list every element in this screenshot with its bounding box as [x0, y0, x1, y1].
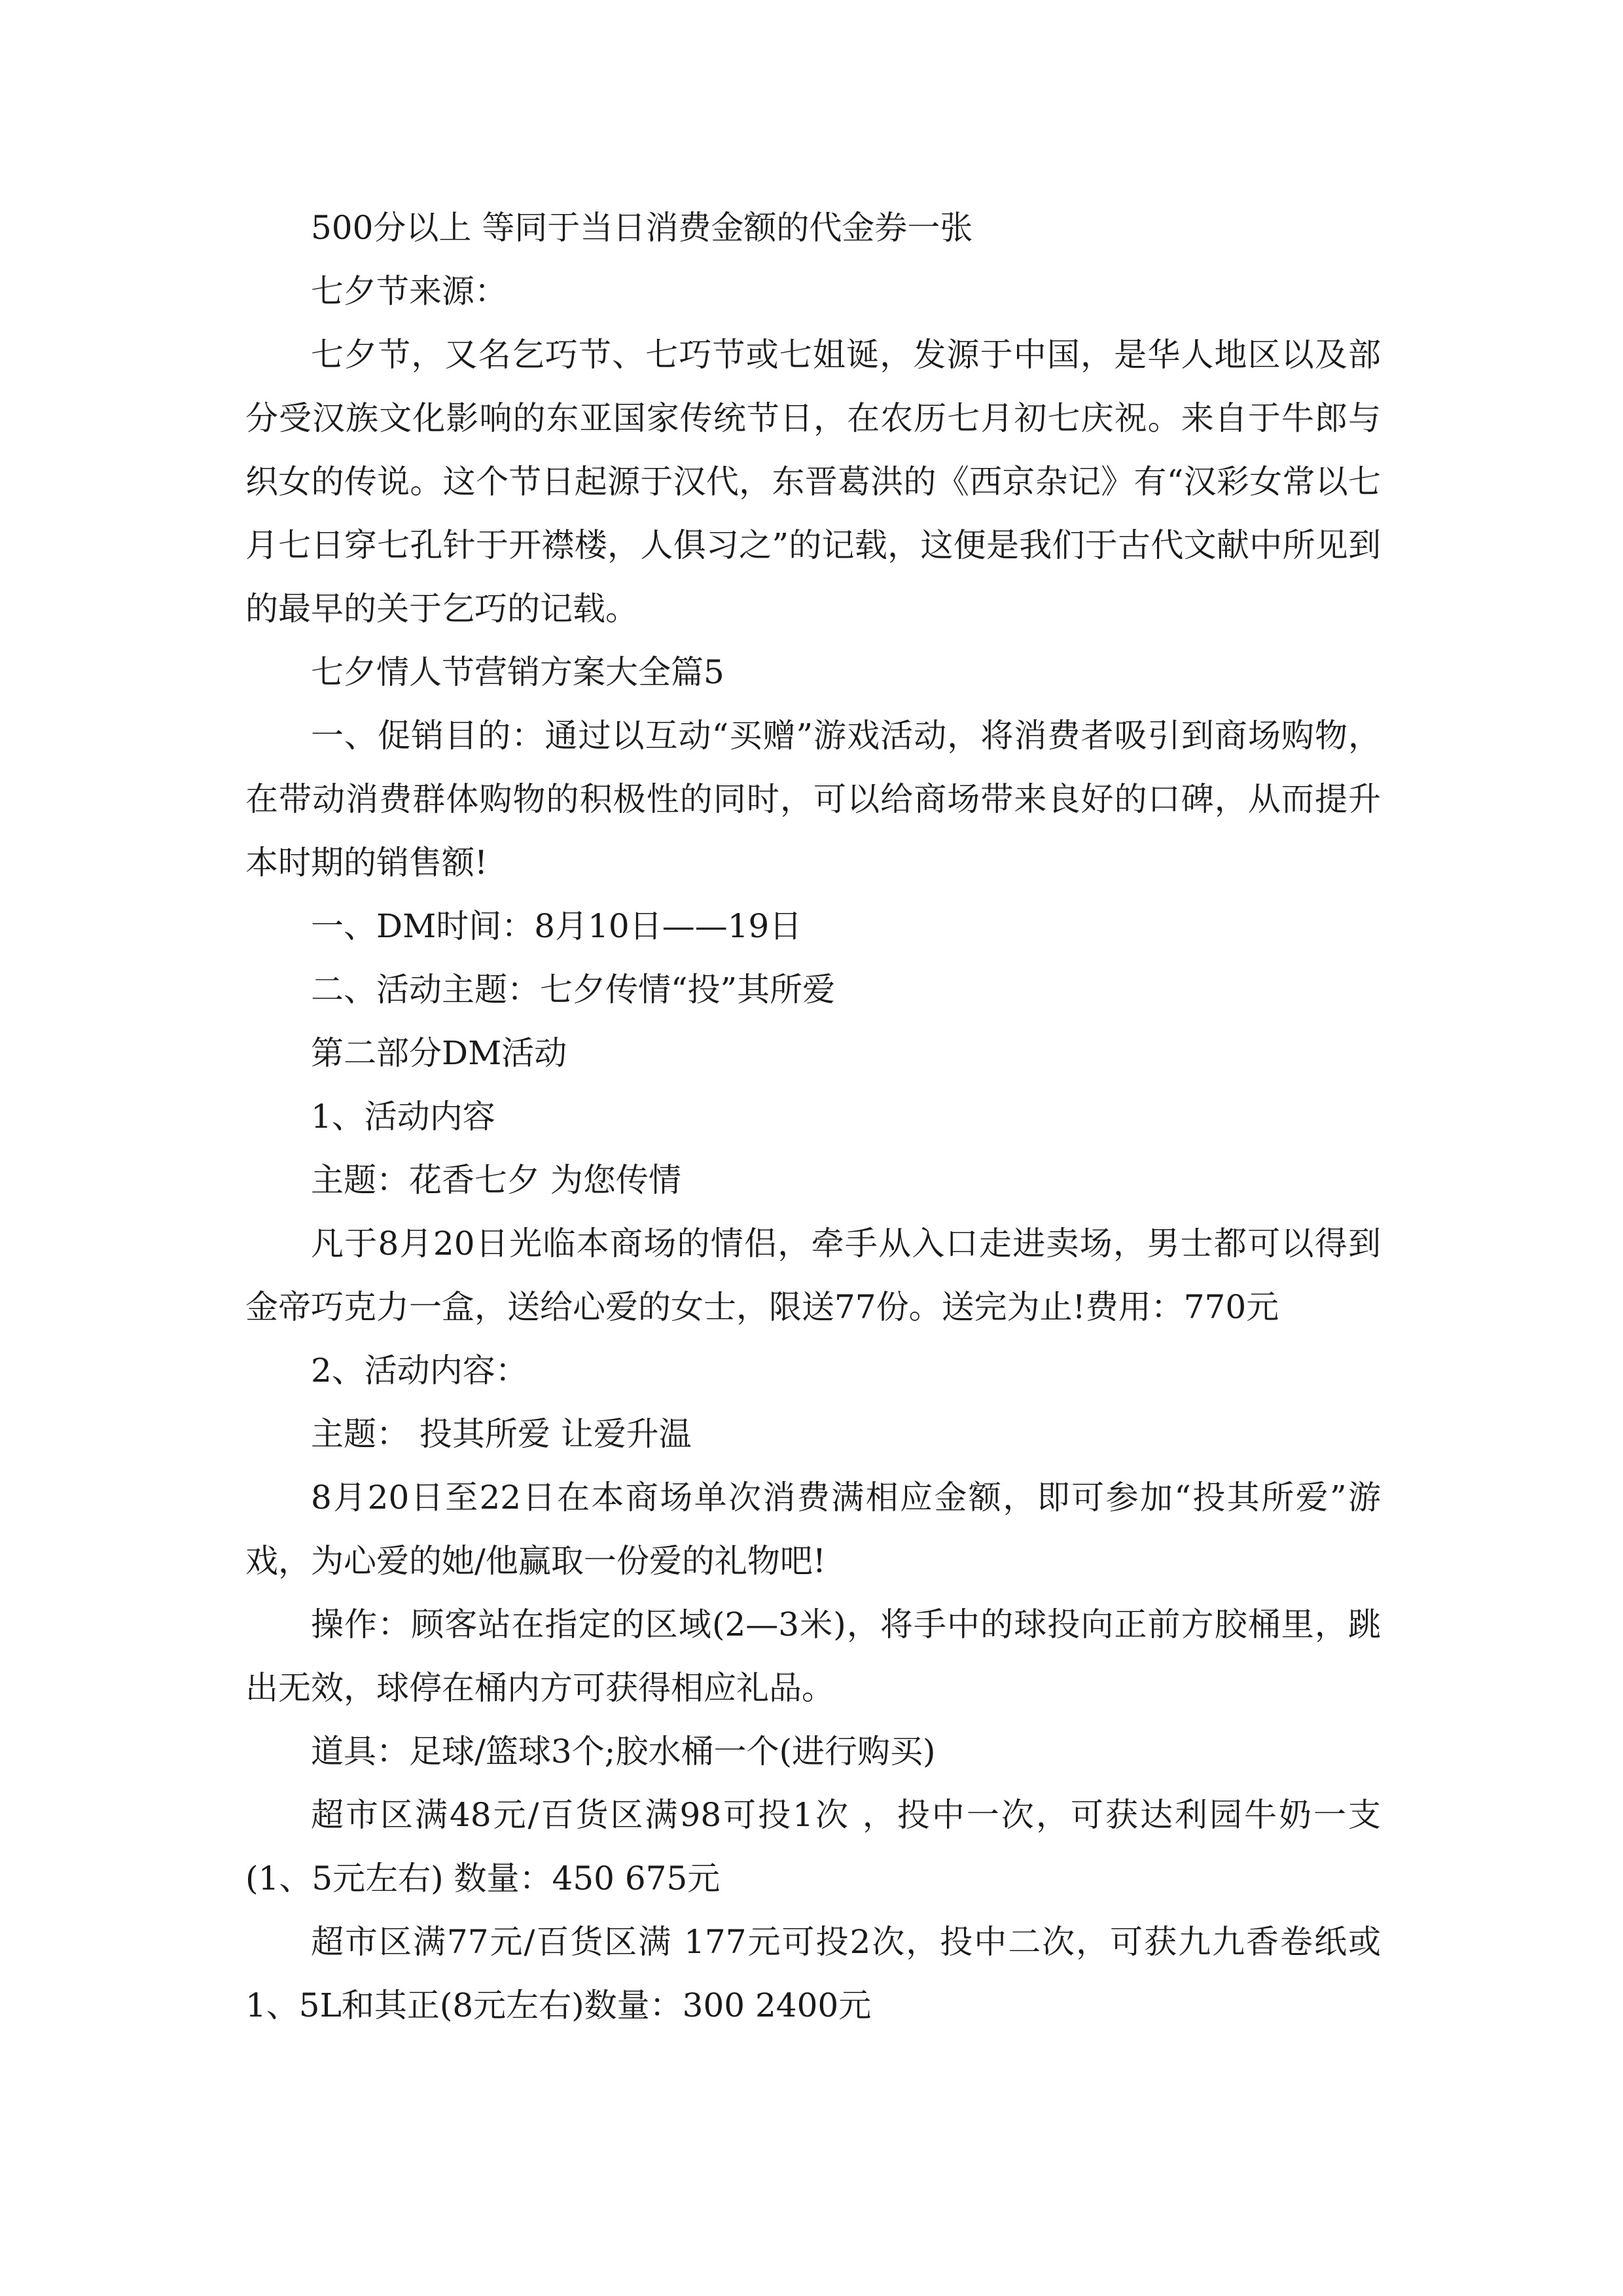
- paragraph-activity-2-theme: 主题： 投其所爱 让爱升温: [311, 1415, 692, 1453]
- paragraph-dm-time: 一、DM时间：8月10日——19日: [311, 907, 802, 945]
- paragraph-qixi-origin: 七夕节，又名乞巧节、七巧节或七姐诞，发源于中国，是华人地区以及部分受汉族文化影响的东亚国家传统节日，在农历七月初七庆祝。来自于牛郎与织女的传说。这个节日起源于汉代，东晋葛洪的《西京杂记》有“汉彩女常以七月七日穿七孔针于开襟楼，人俱习之”的记载，这便是我们于古代文献中所见到的最早的关于乞巧的记载。: [245, 336, 1381, 628]
- document-body: [245, 196, 1381, 2037]
- paragraph-activity-2-details: 8月20日至22日在本商场单次消费满相应金额，即可参加“投其所爱”游戏，为心爱的她/他赢取一份爱的礼物吧!: [245, 1479, 1381, 1580]
- section-title-plan-5: 七夕情人节营销方案大全篇5: [311, 653, 724, 691]
- paragraph-reward-500: 500分以上 等同于当日消费金额的代金券一张: [311, 209, 973, 247]
- paragraph-activity-theme: 二、活动主题：七夕传情“投”其所爱: [311, 971, 836, 1009]
- paragraph-activity-2-heading: 2、活动内容：: [311, 1352, 528, 1390]
- paragraph-tier-1: 超市区满48元/百货区满98可投1次 ，投中一次，可获达利园牛奶一支(1、5元左右) 数量：450 675元: [245, 1796, 1381, 1897]
- paragraph-activity-1-details: 凡于8月20日光临本商场的情侣，牵手从入口走进卖场，男士都可以得到金帝巧克力一盒，送给心爱的女士，限送77份。送完为止!费用：770元: [245, 1225, 1381, 1326]
- paragraph-operation: 操作：顾客站在指定的区域(2—3米)，将手中的球投向正前方胶桶里，跳出无效，球停在桶内方可获得相应礼品。: [245, 1605, 1381, 1707]
- paragraph-props: 道具：足球/篮球3个;胶水桶一个(进行购买): [311, 1732, 936, 1770]
- paragraph-tier-2: 超市区满77元/百货区满 177元可投2次，投中二次，可获九九香卷纸或1、5L和其正(8元左右)数量：300 2400元: [245, 1923, 1381, 2024]
- paragraph-qixi-origin-heading: 七夕节来源：: [311, 272, 507, 310]
- paragraph-part-two-heading: 第二部分DM活动: [311, 1034, 567, 1072]
- paragraph-activity-1-theme: 主题：花香七夕 为您传情: [311, 1161, 681, 1199]
- paragraph-promotion-goal: 一、促销目的：通过以互动“买赠”游戏活动，将消费者吸引到商场购物，在带动消费群体购物的积极性的同时，可以给商场带来良好的口碑，从而提升本时期的销售额!: [245, 717, 1381, 882]
- paragraph-activity-1-heading: 1、活动内容: [311, 1098, 495, 1136]
